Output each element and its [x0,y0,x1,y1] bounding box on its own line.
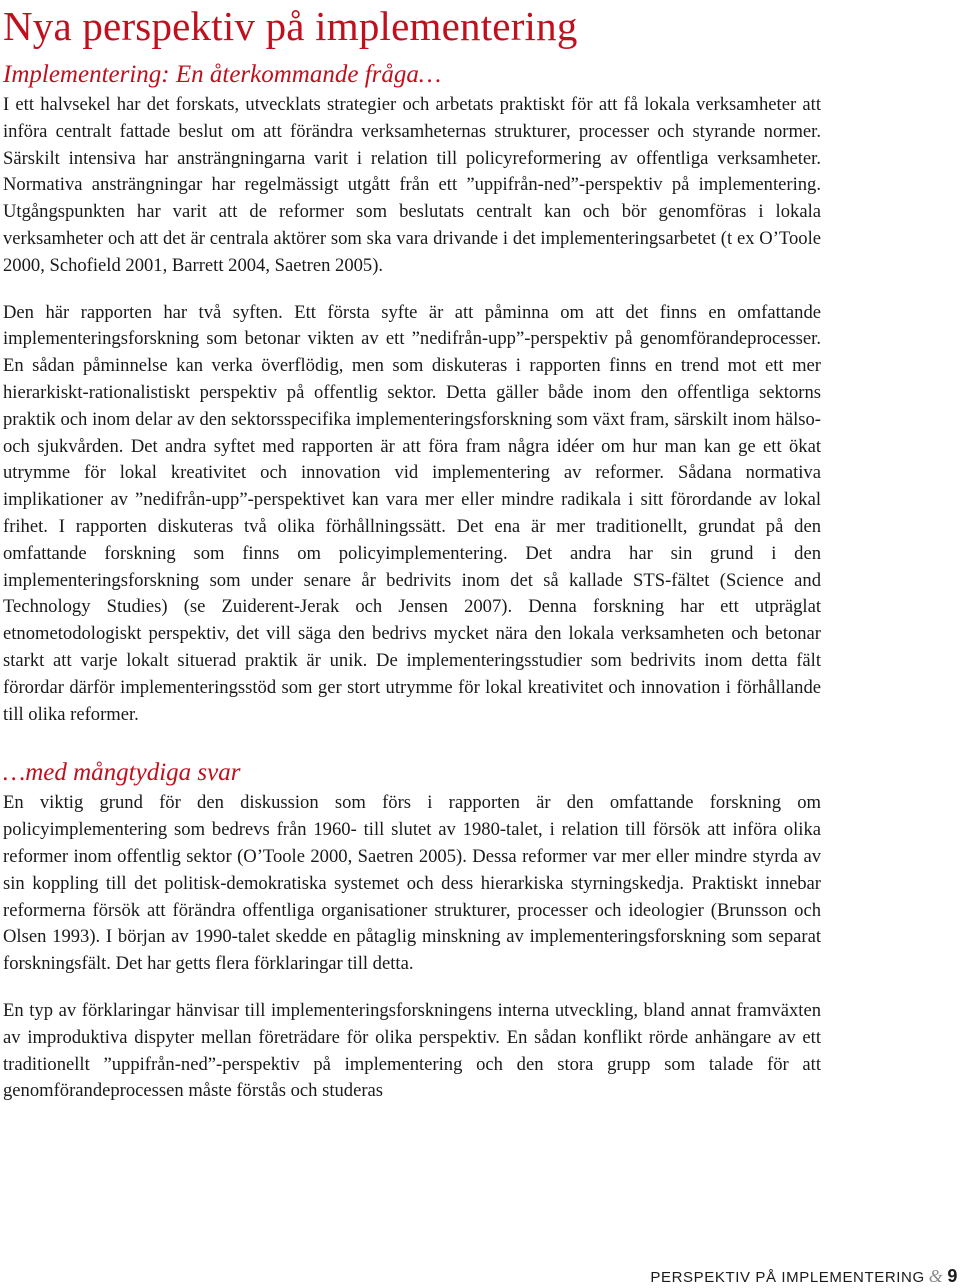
running-title: PERSPEKTIV PÅ IMPLEMENTERING [650,1269,925,1286]
page-number: 9 [947,1266,958,1286]
section-heading-implementering: Implementering: En återkommande fråga… [3,61,442,88]
section-heading-mangtydiga-svar: …med mångtydiga svar [3,759,241,787]
body-paragraph: En viktig grund för den diskussion som förs i rapporten är den omfattande forskning om policyimplementering som bedrevs från 1960- till slutet av 1980-talet, i relation till försök att införa olika reformer inom offentlig sektor (O’Toole 2000, Saetren 2005). Dessa reformer var mer eller mindre styrda av sin koppling till det politisk-demokratiska systemet och dess hierarkiska styrningskedja. Praktiskt innebar reformerna försök att förändra offentliga organisationer strukturer, processer och ideologier (Brunsson och Olsen 1993). I början av 1990-talet skedde en påtaglig minskning av implementeringsforskning som separat forskningsfält. Det har getts flera förklaringar till detta. [3,792,821,975]
document-page [3,0,821,1105]
body-paragraph: I ett halvsekel har det forskats, utvecklats strategier och arbetats praktiskt för att få lokala verksamheter att införa centralt fattade beslut om att förändra verksamheternas strukturer, processer och styrande normer. Särskilt intensiva har ansträngningarna varit i relation till policyreformering av offentliga verksamheter. Normativa ansträngningar har regelmässigt utgått från ett ”uppifrån-ned”-perspektiv på implementering. Utgångspunkten har varit att de reformer som beslutats centralt kan och bör genomföras i lokala verksamheter och att det är centrala aktörer som ska vara drivande i det implementeringsarbetet (t ex O’Toole 2000, Schofield 2001, Barrett 2004, Saetren 2005). [3,94,821,276]
body-paragraph: En typ av förklaringar hänvisar till implementeringsforskningens interna utveckling, bland annat framväxten av improduktiva dispyter mellan företrädare för olika perspektiv. En sådan konflikt rörde anhängare av ett traditionellt ”uppifrån-ned”-perspektiv på implementering och den stora grupp som talade för att genomförandeprocessen måste förstås och studeras [3,999,821,1102]
body-paragraph: Den här rapporten har två syften. Ett första syfte är att påminna om att det finns en omfattande implementeringsforskning som betonar vikten av ett ”nedifrån-upp”-perspektiv på genomförandeprocesser. En sådan påminnelse kan verka överflödig, men som diskuteras i rapporten finns en trend mot ett mer hierarkiskt-rationalistiskt perspektiv på offentlig sektor. Detta gäller både inom den offentliga sektorns praktik och inom delar av den sektorsspecifika implementeringsforskning som växt fram, särskilt inom hälso- och sjukvården. Det andra syftet med rapporten är att föra fram några idéer om hur man kan ge ett ökat utrymme för lokal kreativitet och innovation vid implementering av reformer. Sådana normativa implikationer av ”nedifrån-upp”-perspektivet kan vara mer eller mindre radikala i sitt förordande av lokal frihet. I rapporten diskuteras två olika förhållningssätt. Det ena är mer traditionellt, grundat på den omfattande forskning som finns om policyimplementering. Det andra har sin grund i den implementeringsforskning som under senare år bedrivits inom det så kallade STS-fältet (Science and Technology Studies) (se Zuiderent-Jerak och Jensen 2007). Denna forskning har ett utpräglat etnometodologiskt perspektiv, det vill säga den bedrivs mycket nära den lokala verksamheten och betonar starkt att varje lokalt situerad praktik är unik. De implementeringsstudier som bedrivits inom detta fält förordar därför implementeringsstöd som ger stort utrymme för lokal kreativitet och innovation i förhållande till olika reformer. [3,301,821,725]
ampersand-glyph: & [928,1266,944,1286]
page-footer [650,1266,958,1287]
page-title: Nya perspektiv på implementering [3,3,578,49]
